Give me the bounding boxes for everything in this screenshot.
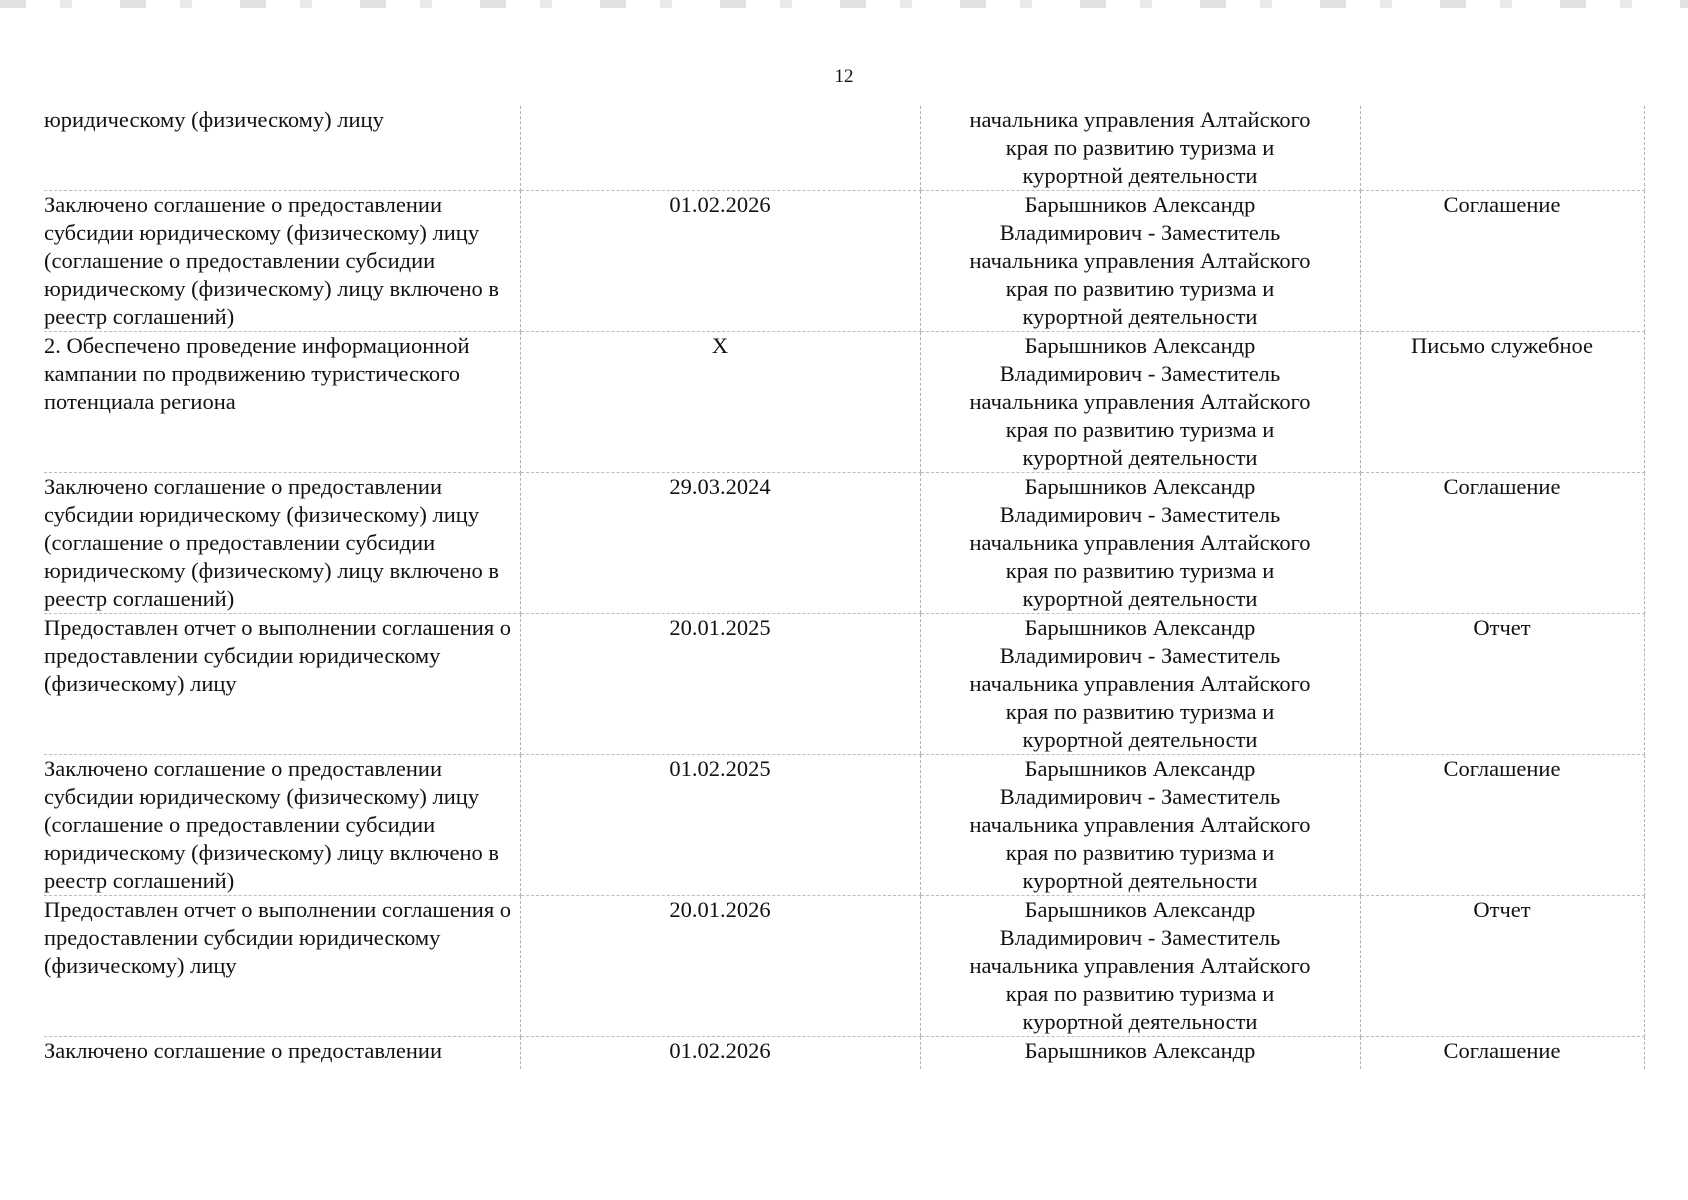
document-type: Отчет — [1473, 897, 1531, 922]
event-cell: юридическому (физическому) лицу — [44, 106, 520, 191]
event-cell: Заключено соглашение о предоставлении субсидии юридическому (физическому) лицу (соглашение о предоставлении субсидии юридическому (физическому) лицу включено в реестр соглашений) — [44, 755, 520, 896]
scan-edge-artifact — [0, 0, 1688, 8]
responsible-cell — [920, 191, 1360, 332]
responsible-text: начальника управления Алтайского края по развитию туризма и курортной деятельности — [969, 107, 1311, 188]
date-cell — [520, 896, 920, 1037]
responsible-cell — [920, 106, 1360, 191]
date-cell — [520, 473, 920, 614]
date-value: 20.01.2025 — [669, 615, 771, 640]
date-value: 20.01.2026 — [669, 897, 771, 922]
document-cell — [1360, 1037, 1644, 1070]
page-number: 12 — [834, 66, 854, 87]
responsible-cell — [920, 896, 1360, 1037]
date-cell — [520, 332, 920, 473]
event-cell: Заключено соглашение о предоставлении субсидии юридическому (физическому) лицу (соглашение о предоставлении субсидии юридическому (физическому) лицу включено в реестр соглашений) — [44, 473, 520, 614]
table-row — [44, 896, 1644, 1037]
date-cell — [520, 191, 920, 332]
document-type: Письмо служебное — [1410, 333, 1594, 358]
event-cell: Предоставлен отчет о выполнении соглашения о предоставлении субсидии юридическому (физическому) лицу — [44, 614, 520, 755]
table-row — [44, 755, 1644, 896]
document-type: Соглашение — [1443, 756, 1561, 781]
date-value: X — [711, 333, 729, 358]
date-cell — [520, 1037, 920, 1070]
responsible-cell — [920, 755, 1360, 896]
date-cell — [520, 614, 920, 755]
control-points-table — [44, 106, 1645, 1069]
responsible-text: Барышников Александр Владимирович - Заместитель начальника управления Алтайского края по развитию туризма и курортной деятельности — [969, 192, 1311, 329]
date-value: 01.02.2026 — [669, 1038, 771, 1063]
document-cell — [1360, 896, 1644, 1037]
table-row — [44, 614, 1644, 755]
date-cell — [520, 755, 920, 896]
document-cell — [1360, 191, 1644, 332]
date-value: 01.02.2025 — [669, 756, 771, 781]
document-type: Соглашение — [1443, 1038, 1561, 1063]
responsible-cell — [920, 473, 1360, 614]
responsible-text: Барышников Александр Владимирович - Заместитель начальника управления Алтайского края по развитию туризма и курортной деятельности — [969, 333, 1311, 470]
document-cell — [1360, 332, 1644, 473]
event-cell: Предоставлен отчет о выполнении соглашения о предоставлении субсидии юридическому (физическому) лицу — [44, 896, 520, 1037]
responsible-cell — [920, 332, 1360, 473]
table-row — [44, 191, 1644, 332]
document-type: Отчет — [1473, 615, 1531, 640]
table-row — [44, 332, 1644, 473]
responsible-text: Барышников Александр — [1024, 1038, 1256, 1063]
document-cell — [1360, 755, 1644, 896]
responsible-text: Барышников Александр Владимирович - Заместитель начальника управления Алтайского края по развитию туризма и курортной деятельности — [969, 756, 1311, 893]
table-row — [44, 1037, 1644, 1070]
table-row — [44, 106, 1644, 191]
document-cell — [1360, 614, 1644, 755]
responsible-text: Барышников Александр Владимирович - Заместитель начальника управления Алтайского края по развитию туризма и курортной деятельности — [969, 474, 1311, 611]
responsible-text: Барышников Александр Владимирович - Заместитель начальника управления Алтайского края по развитию туризма и курортной деятельности — [969, 615, 1311, 752]
document-cell — [1360, 106, 1644, 191]
document-type: Соглашение — [1443, 474, 1561, 499]
date-value: 01.02.2026 — [669, 192, 771, 217]
responsible-cell — [920, 614, 1360, 755]
event-cell: Заключено соглашение о предоставлении — [44, 1037, 520, 1070]
date-value: 29.03.2024 — [669, 474, 771, 499]
document-type: Соглашение — [1443, 192, 1561, 217]
responsible-cell — [920, 1037, 1360, 1070]
event-cell: 2. Обеспечено проведение информационной кампании по продвижению туристического потенциала региона — [44, 332, 520, 473]
document-cell — [1360, 473, 1644, 614]
event-cell: Заключено соглашение о предоставлении субсидии юридическому (физическому) лицу (соглашение о предоставлении субсидии юридическому (физическому) лицу включено в реестр соглашений) — [44, 191, 520, 332]
table-row — [44, 473, 1644, 614]
responsible-text: Барышников Александр Владимирович - Заместитель начальника управления Алтайского края по развитию туризма и курортной деятельности — [969, 897, 1311, 1034]
date-cell — [520, 106, 920, 191]
